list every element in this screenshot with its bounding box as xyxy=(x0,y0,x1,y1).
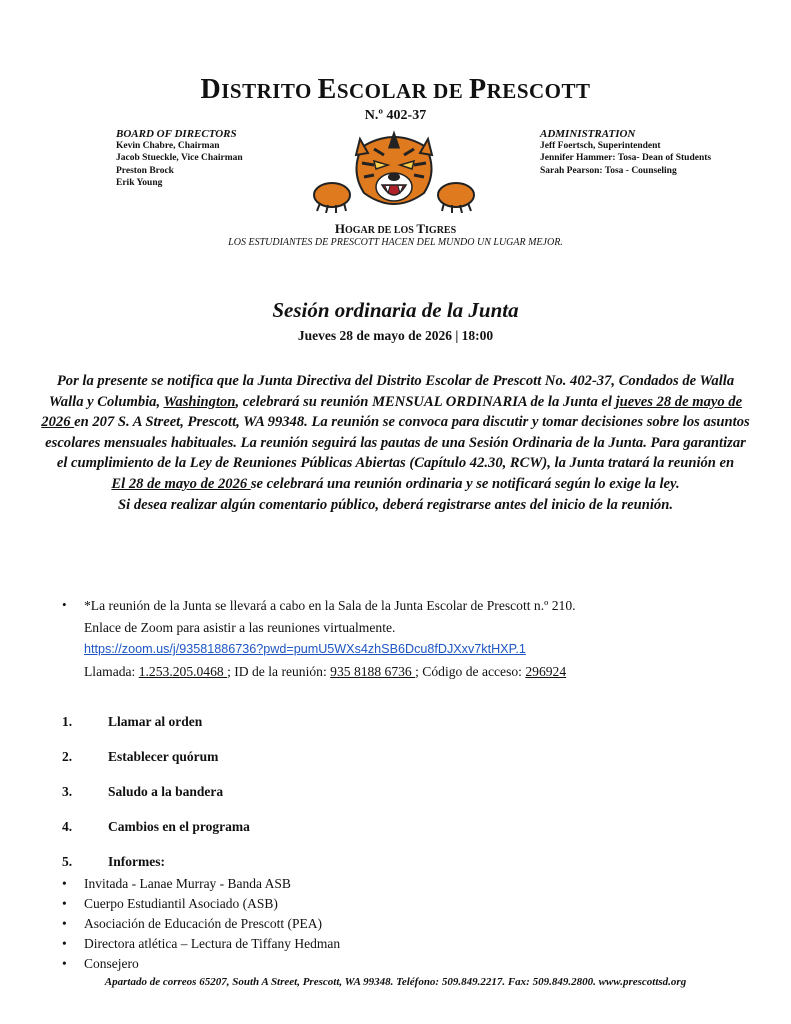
administration xyxy=(540,128,711,177)
bullet-icon: • xyxy=(62,936,67,951)
phone-number[interactable]: 1.253.205.0468 xyxy=(138,663,228,679)
zoom-info xyxy=(84,595,734,682)
agenda-item: 3. Saludo a la bandera xyxy=(62,784,224,799)
board-member: Erik Young xyxy=(116,177,163,188)
agenda-item: 2. Establecer quórum xyxy=(62,749,219,764)
list-item: • Cuerpo Estudiantil Asociado (ASB) xyxy=(62,894,340,914)
session-datetime: Jueves 28 de mayo de 2026 | 18:00 xyxy=(297,328,494,343)
list-item: • Asociación de Educación de Prescott (PEA) xyxy=(62,914,340,934)
underlined-text: Washington xyxy=(163,393,236,410)
admin-member: Jeff Foertsch, Superintendent xyxy=(540,141,661,152)
bullet-icon: • xyxy=(62,896,67,911)
bullet-icon: • xyxy=(62,916,67,931)
call-info: Llamada: 1.253.205.0468 ; ID de la reunión: 935 8188 6736 ; Código de acceso: 296924 xyxy=(84,663,567,679)
meeting-date-underlined: jueves 28 de mayo de 2026 xyxy=(41,393,743,431)
board-member: Kevin Chabre, Chairman xyxy=(116,141,220,152)
meeting-location: *La reunión de la Junta se llevará a cabo en la Sala de la Junta Escolar de Prescott n.º 210. xyxy=(84,598,576,613)
meeting-id: 935 8188 6736 xyxy=(330,663,416,679)
list-item: • Directora atlética – Lectura de Tiffany Hedman xyxy=(62,934,340,954)
board-heading: BOARD OF DIRECTORS xyxy=(116,128,237,140)
bullet-icon: • xyxy=(62,956,67,971)
footer-address: Apartado de correos 65207, South A Street, Prescott, WA 99348. Teléfono: 509.849.2217. Fax: 509.849.2800. www.prescottsd.org xyxy=(104,976,687,988)
school-motto: HOGAR DE LOS TIGRES xyxy=(334,221,457,236)
reports-list xyxy=(62,874,340,974)
admin-member: Sarah Pearson: Tosa - Counseling xyxy=(540,165,677,176)
zoom-instructions: Enlace de Zoom para asistir a las reuniones virtualmente. xyxy=(84,619,396,635)
list-item: • Consejero xyxy=(62,954,340,974)
zoom-link[interactable]: https://zoom.us/j/93581886736?pwd=pumU5WXs4zhSB6Dcu8fDJXxv7ktHXP.1 xyxy=(84,642,526,656)
district-title: DISTRITO ESCOLAR DE PRESCOTT xyxy=(200,74,591,105)
list-item: • Invitada - Lanae Murray - Banda ASB xyxy=(62,874,340,894)
tiger-mascot-icon xyxy=(312,129,476,213)
district-number: N.º 402-37 xyxy=(364,108,427,123)
agenda-item: 4. Cambios en el programa xyxy=(62,819,250,834)
board-of-directors xyxy=(116,128,243,189)
admin-member: Jennifer Hammer: Tosa- Dean of Students xyxy=(540,153,712,164)
board-member: Jacob Stueckle, Vice Chairman xyxy=(116,153,243,164)
meeting-notice: Por la presente se notifica que la Junta Directiva del Distrito Escolar de Prescott No. 402-37, Condados de Walla Walla y Columbia, Washington, celebrará su reunión MENSUAL ORDINARIA de la Junta el jueves 28 de mayo de 2026 en 207 S. A Street, Prescott, WA 99348. La reunión se convoca para discutir y tomar decisiones sobre los asuntos escolares mensuales habituales. La reunión seguirá las pautas de una Sesión Ordinaria de la Junta. Para garantizar el cumplimiento de la Ley de Reuniones Públicas Abiertas (Capítulo 42.30, RCW), la Junta tratará la reunión en El 28 de mayo de 2026 se celebrará una reunión ordinaria y se notificará según lo exige la ley. Si desea realizar algún comentario público, deberá registrarse antes del inicio de la reunión. xyxy=(41,373,750,513)
session-title: Sesión ordinaria de la Junta xyxy=(272,298,519,322)
board-member: Preston Brock xyxy=(116,165,174,176)
bullet-icon: • xyxy=(62,597,67,612)
agenda-item: 1. Llamar al orden xyxy=(62,714,203,729)
public-comment-note: Si desea realizar algún comentario público, deberá registrarse antes del inicio de la reunión. xyxy=(118,496,673,513)
meeting-date-underlined: El 28 de mayo de 2026 xyxy=(111,475,251,492)
admin-heading: ADMINISTRATION xyxy=(540,128,636,140)
access-code: 296924 xyxy=(525,663,567,679)
school-tagline: LOS ESTUDIANTES DE PRESCOTT HACEN DEL MUNDO UN LUGAR MEJOR. xyxy=(228,237,563,248)
agenda-item: 5. Informes: xyxy=(62,854,165,869)
bullet-icon: • xyxy=(62,876,67,891)
